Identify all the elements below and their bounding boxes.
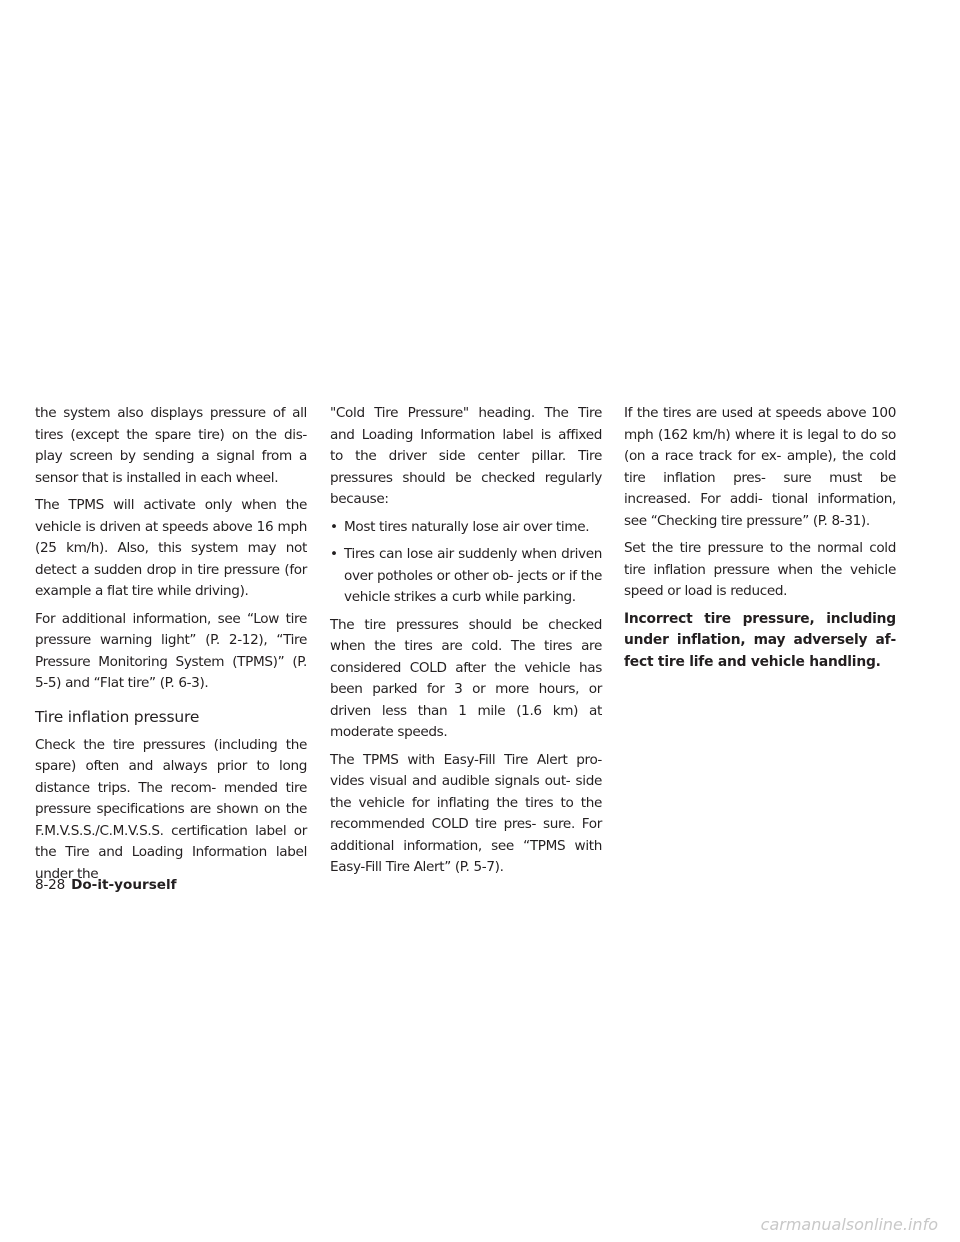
body-paragraph: If the tires are used at speeds above 100 mph (162 km/h) where it is legal to do so (on a race track for ex‐ ample), the cold tire inflation pres‐ sure must be increased. For addi‐ tional information, see “Checking tire pressure” (P. 8-31). xyxy=(624,405,896,529)
page-number: 8-28 xyxy=(35,877,66,893)
body-paragraph: the system also displays pressure of all tires (except the spare tire) on the dis‐ play screen by sending a signal from a sensor that is installed in each wheel. xyxy=(35,405,307,486)
body-paragraph: The tire pressures should be checked when the tires are cold. The tires are considered COLD after the vehicle has been parked for 3 or more hours, or driven less than 1 mile (1.6 km) at moderate speeds. xyxy=(330,616,602,740)
bullet-icon: • xyxy=(330,546,338,562)
list-item xyxy=(330,544,602,609)
body-paragraph: For additional information, see “Low tire pressure warning light” (P. 2-12), “Tire Pressure Monitoring System (TPMS)” (P. 5-5) and “Flat tire” (P. 6-3). xyxy=(35,610,307,691)
body-paragraph: The TPMS with Easy-Fill Tire Alert pro‐ vides visual and audible signals out‐ side the vehicle for inflating the tires to the recommended COLD tire pres‐ sure. For additional information, see “TPMS with Easy-Fill Tire Alert” (P. 5-7). xyxy=(330,751,602,875)
bullet-icon: • xyxy=(330,518,338,535)
column-1 xyxy=(35,403,307,891)
body-paragraph: The TPMS will activate only when the vehicle is driven at speeds above 16 mph (25 km/h). Also, this system may not detect a sudden drop in tire pressure (for example a flat tire while driving). xyxy=(35,497,307,599)
body-paragraph: Set the tire pressure to the normal cold tire inflation pressure when the vehicle speed or load is reduced. xyxy=(624,540,896,599)
body-paragraph: Check the tire pressures (including the spare) often and always prior to long distance trips. The recom‐ mended tire pressure specifications are shown on the F.M.V.S.S./C.M.V.S.S. certification label or the Tire and Loading Information label under the xyxy=(35,736,307,882)
column-3 xyxy=(624,403,896,679)
body-paragraph: "Cold Tire Pressure" heading. The Tire and Loading Information label is affixed to the driver side center pillar. Tire pressures should be checked regularly because: xyxy=(330,405,602,507)
bullet-list xyxy=(330,517,602,609)
footer-section-title: Do-it-yourself xyxy=(71,877,177,893)
warning-paragraph: Incorrect tire pressure, including under inflation, may adversely af‐ fect tire life and vehicle handling. xyxy=(624,610,896,670)
watermark: carmanualsonline.info xyxy=(760,1215,938,1234)
list-item-text: Most tires naturally lose air over time. xyxy=(344,518,590,535)
list-item-text: Tires can lose air suddenly when driven over potholes or other ob‐ jects or if the vehicle strikes a curb while parking. xyxy=(344,546,602,605)
list-item xyxy=(330,517,602,539)
section-heading: Tire inflation pressure xyxy=(35,707,200,726)
column-2 xyxy=(330,403,602,885)
page-footer xyxy=(35,875,177,895)
